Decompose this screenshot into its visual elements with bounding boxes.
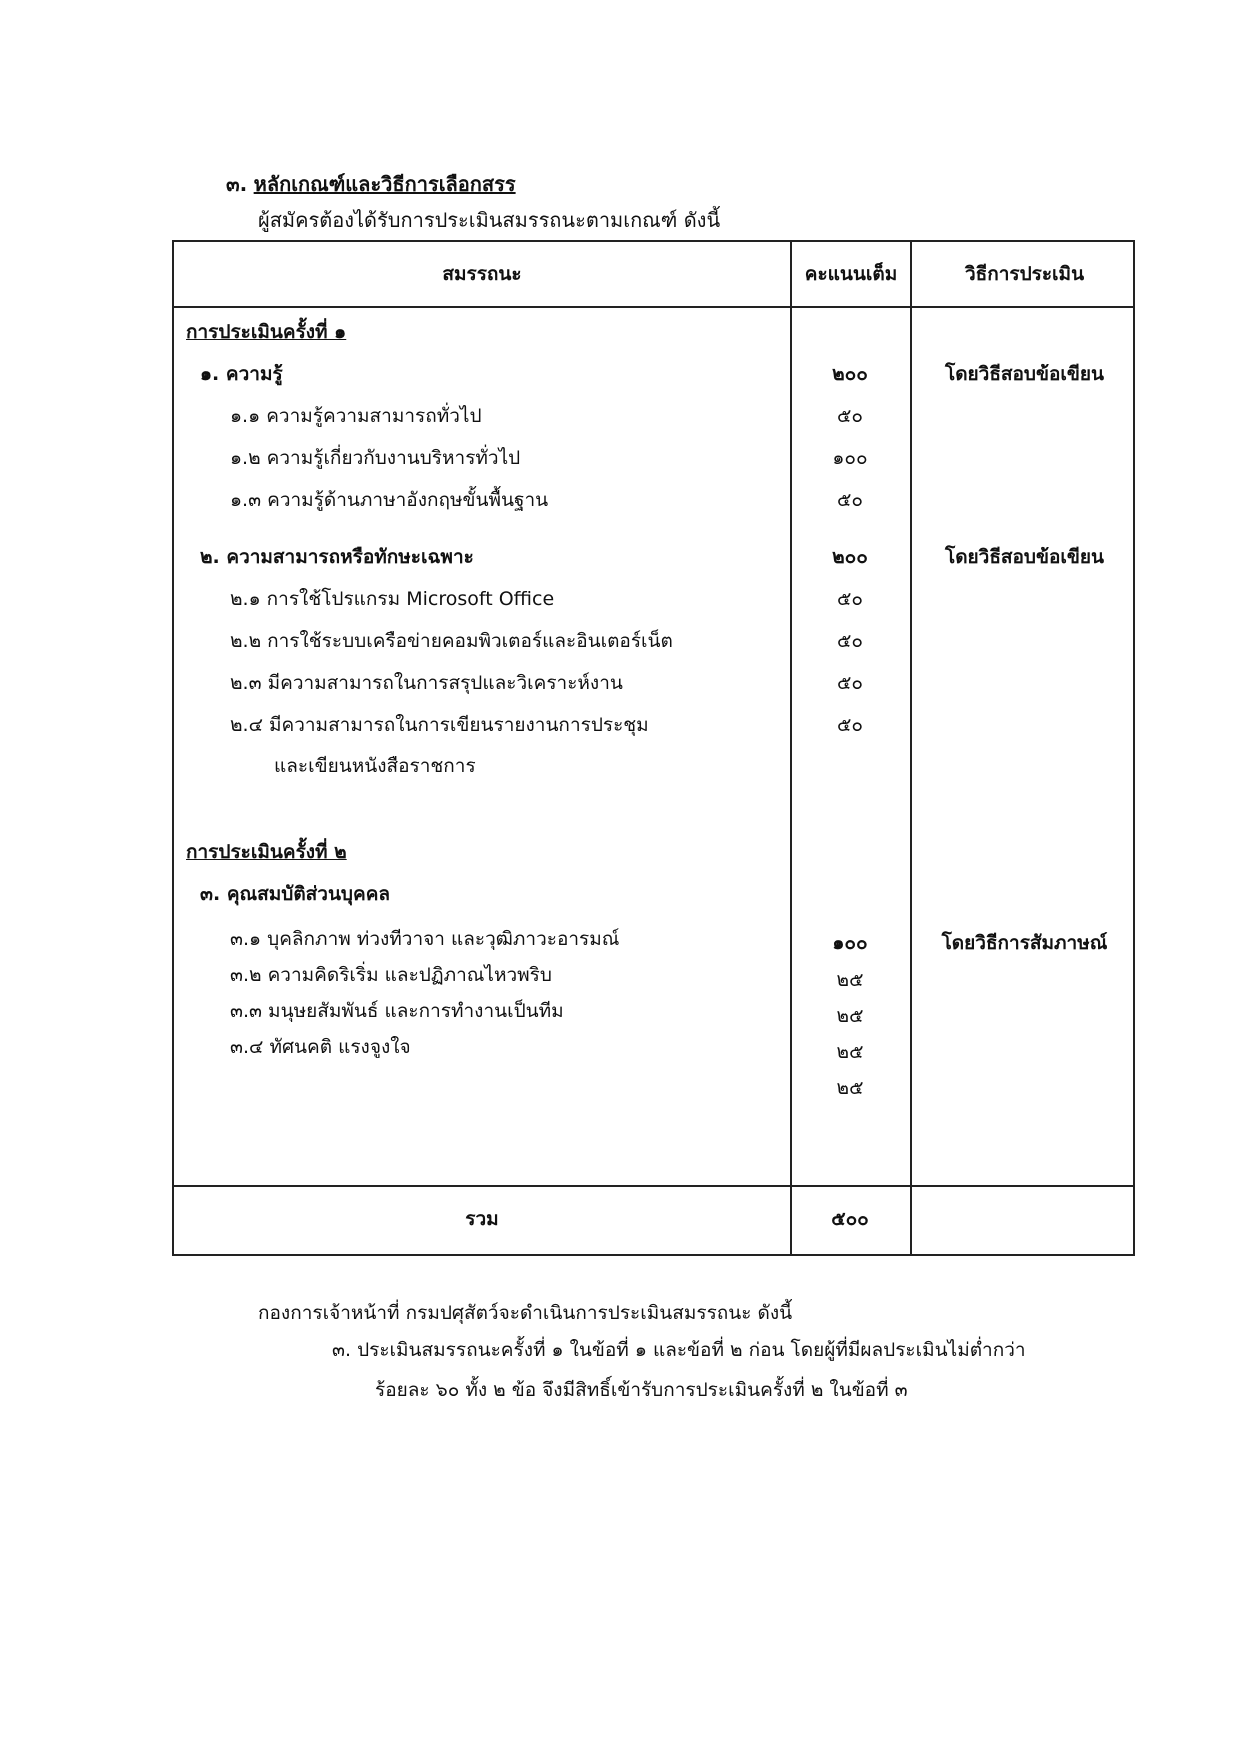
item-2-4-continuation: และเขียนหนังสือราชการ bbox=[274, 755, 476, 777]
group3-score-5: ๒๕ bbox=[836, 1077, 864, 1099]
item-2-2-score: ๕๐ bbox=[837, 630, 863, 652]
item-1-1: ๑.๑ ความรู้ความสามารถทั่วไป bbox=[230, 405, 482, 427]
group3-score-3: ๒๕ bbox=[836, 1005, 864, 1027]
group2-method: โดยวิธีสอบข้อเขียน bbox=[944, 546, 1104, 568]
round2-heading: การประเมินครั้งที่ ๒ bbox=[186, 841, 347, 863]
group1-score: ๒๐๐ bbox=[832, 363, 868, 385]
item-2-1-score: ๕๐ bbox=[837, 588, 863, 610]
footer-line-3: ร้อยละ ๖๐ ทั้ง ๒ ข้อ จึงมีสิทธิ์เข้ารับการประเมินครั้งที่ ๒ ในข้อที่ ๓ bbox=[375, 1379, 908, 1401]
round1-heading: การประเมินครั้งที่ ๑ bbox=[186, 321, 347, 343]
item-2-2: ๒.๒ การใช้ระบบเครือข่ายคอมพิวเตอร์และอินเตอร์เน็ต bbox=[230, 630, 673, 652]
section-title bbox=[226, 168, 516, 200]
section-heading: หลักเกณฑ์และวิธีการเลือกสรร bbox=[253, 172, 516, 196]
section-number: ๓. bbox=[226, 172, 248, 196]
group3-score-4: ๒๕ bbox=[836, 1041, 864, 1063]
item-3-3: ๓.๓ มนุษยสัมพันธ์ และการทำงานเป็นทีม bbox=[230, 1000, 564, 1022]
total-score: ๕๐๐ bbox=[831, 1208, 869, 1230]
group3-score-2: ๒๕ bbox=[836, 969, 864, 991]
group3-label: ๓. คุณสมบัติส่วนบุคคล bbox=[200, 883, 391, 905]
footer-line-1: กองการเจ้าหน้าที่ กรมปศุสัตว์จะดำเนินการประเมินสมรรถนะ ดังนี้ bbox=[258, 1302, 793, 1324]
item-3-2: ๓.๒ ความคิดริเริ่ม และปฏิภาณไหวพริบ bbox=[230, 964, 552, 986]
competency-table bbox=[172, 240, 1135, 1256]
group2-score: ๒๐๐ bbox=[832, 546, 868, 568]
footer-line-2: ๓. ประเมินสมรรถนะครั้งที่ ๑ ในข้อที่ ๑ และข้อที่ ๒ ก่อน โดยผู้ที่มีผลประเมินไม่ต่ำกว่า bbox=[332, 1339, 1026, 1361]
header-full-score: คะแนนเต็ม bbox=[804, 263, 898, 285]
item-2-3-score: ๕๐ bbox=[837, 672, 863, 694]
item-1-2-score: ๑๐๐ bbox=[832, 447, 868, 469]
header-method: วิธีการประเมิน bbox=[964, 263, 1085, 285]
section-intro: ผู้สมัครต้องได้รับการประเมินสมรรถนะตามเกณฑ์ ดังนี้ bbox=[258, 208, 721, 232]
header-divider bbox=[174, 306, 1133, 308]
group1-label: ๑. ความรู้ bbox=[200, 363, 283, 385]
group1-method: โดยวิธีสอบข้อเขียน bbox=[944, 363, 1104, 385]
item-3-4: ๓.๔ ทัศนคติ แรงจูงใจ bbox=[230, 1036, 411, 1058]
column-divider bbox=[910, 242, 912, 1254]
item-1-3-score: ๕๐ bbox=[837, 489, 863, 511]
group3-score-1: ๑๐๐ bbox=[832, 932, 868, 954]
item-2-4-score: ๕๐ bbox=[837, 714, 863, 736]
item-1-1-score: ๕๐ bbox=[837, 405, 863, 427]
item-1-2: ๑.๒ ความรู้เกี่ยวกับงานบริหารทั่วไป bbox=[230, 447, 521, 469]
item-2-1: ๒.๑ การใช้โปรแกรม Microsoft Office bbox=[230, 588, 555, 610]
item-2-4: ๒.๔ มีความสามารถในการเขียนรายงานการประชุม bbox=[230, 714, 649, 736]
total-label: รวม bbox=[465, 1208, 499, 1230]
item-2-3: ๒.๓ มีความสามารถในการสรุปและวิเคราะห์งาน bbox=[230, 672, 623, 694]
total-divider bbox=[174, 1185, 1133, 1187]
header-competency: สมรรถนะ bbox=[442, 263, 522, 285]
group3-method: โดยวิธีการสัมภาษณ์ bbox=[941, 932, 1108, 954]
item-3-1: ๓.๑ บุคลิกภาพ ท่วงทีวาจา และวุฒิภาวะอารมณ์ bbox=[230, 928, 620, 950]
item-1-3: ๑.๓ ความรู้ด้านภาษาอังกฤษขั้นพื้นฐาน bbox=[230, 489, 549, 511]
group2-label: ๒. ความสามารถหรือทักษะเฉพาะ bbox=[200, 546, 474, 568]
